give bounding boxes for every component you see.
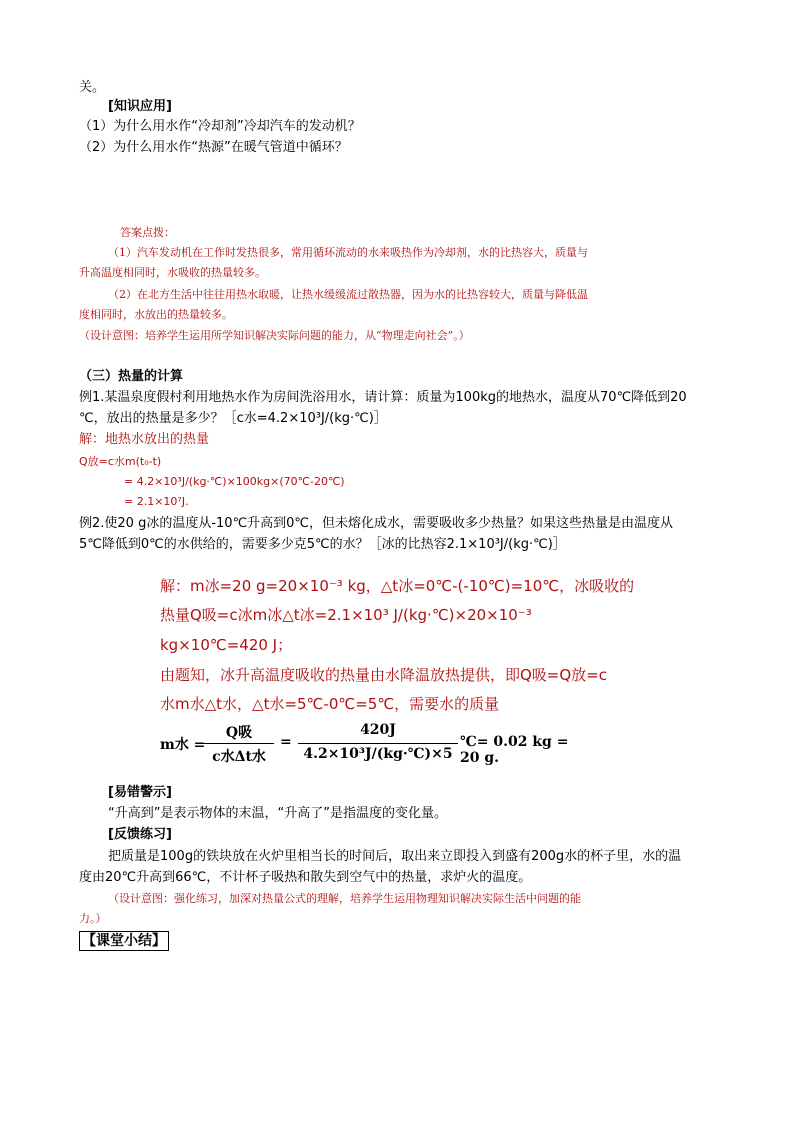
exercise-text: 度由20℃升高到66℃，不计杯子吸热和散失到空气中的热量，求炉火的温度。 bbox=[79, 870, 532, 885]
text-line: 关。 bbox=[79, 80, 106, 95]
design-intent: （设计意图：强化练习，加深对热量公式的理解，培养学生运用物理知识解决实际生活中问题的能 bbox=[108, 892, 581, 905]
solution-formula: Q放=c水m(t₀-t) bbox=[79, 455, 162, 468]
class-summary-heading: 【课堂小结】 bbox=[79, 931, 169, 951]
example-text: 例1.某温泉度假村利用地热水作为房间洗浴用水，请计算：质量为100kg的地热水，温度从70℃降低到20 bbox=[79, 390, 687, 405]
mass-formula bbox=[160, 722, 580, 768]
solution-text: 水m水△t水，△t水=5℃-0℃=5℃，需要水的质量 bbox=[160, 695, 500, 713]
solution-text: 热量Q吸=c冰m冰△t冰=2.1×10³ J/(kg·℃)×20×10⁻³ bbox=[160, 606, 532, 624]
formula-equals: = bbox=[280, 734, 292, 750]
fraction-bar bbox=[204, 743, 274, 744]
answer-text: （1）汽车发动机在工作时发热很多，常用循环流动的水来吸热作为冷却剂，水的比热容大，质量与 bbox=[108, 246, 588, 259]
example-text: 5℃降低到0℃的水供给的，需要多少克5℃的水？［冰的比热容2.1×10³J/(kg·℃)］ bbox=[79, 537, 566, 552]
solution-text: 解：地热水放出的热量 bbox=[79, 432, 210, 447]
solution-text: 解：m冰=20 g=20×10⁻³ kg，△t冰=0℃-(-10℃)=10℃，冰吸收的 bbox=[160, 577, 635, 595]
section-label: [易错警示] bbox=[108, 785, 172, 800]
solution-text: kg×10℃=420 J； bbox=[160, 636, 293, 654]
formula-numerator: Q吸 bbox=[225, 725, 253, 741]
section-label: [知识应用] bbox=[108, 99, 172, 114]
formula-denominator: 4.2×10³J/(kg·℃)×5 bbox=[303, 746, 453, 762]
example-text: 例2.使20 g冰的温度从-10℃升高到0℃，但未熔化成水，需要吸收多少热量？如果这些热量是由温度从 bbox=[79, 516, 674, 531]
formula-numerator: 420J bbox=[360, 722, 396, 738]
solution-formula: = 4.2×10³J/(kg·℃)×100kg×(70℃-20℃) bbox=[124, 475, 345, 488]
formula-lhs: m水 = bbox=[160, 737, 206, 753]
fraction-bar bbox=[298, 743, 458, 744]
section-heading: （三）热量的计算 bbox=[79, 369, 184, 384]
answer-heading: 答案点拨： bbox=[120, 226, 175, 239]
formula-denominator: c水Δt水 bbox=[212, 749, 266, 765]
warning-text: “升高到”是表示物体的末温，“升高了”是指温度的变化量。 bbox=[108, 806, 447, 821]
solution-text: 由题知，冰升高温度吸收的热量由水降温放热提供，即Q吸=Q放=c bbox=[160, 666, 607, 684]
design-intent: （设计意图：培养学生运用所学知识解决实际问题的能力，从“物理走向社会”。） bbox=[79, 329, 470, 342]
question-item: （2）为什么用水作“热源”在暖气管道中循环？ bbox=[79, 140, 348, 155]
question-item: （1）为什么用水作“冷却剂”冷却汽车的发动机？ bbox=[79, 119, 361, 134]
answer-text: （2）在北方生活中往往用热水取暖，让热水缓缓流过散热器，因为水的比热容较大，质量与降低温 bbox=[108, 288, 588, 301]
formula-result: ℃= 0.02 kg = 20 g. bbox=[460, 734, 569, 766]
answer-text: 升高温度相同时，水吸收的热量较多。 bbox=[79, 266, 266, 279]
section-label: [反馈练习] bbox=[108, 827, 172, 842]
design-intent: 力。） bbox=[79, 912, 107, 925]
answer-text: 度相同时，水放出的热量较多。 bbox=[79, 308, 233, 321]
exercise-text: 把质量是100g的铁块放在火炉里相当长的时间后，取出来立即投入到盛有200g水的杯子里，水的温 bbox=[108, 849, 682, 864]
example-text: ℃，放出的热量是多少？［c水=4.2×10³J/(kg·℃)］ bbox=[79, 411, 387, 426]
solution-formula: = 2.1×10⁷J. bbox=[124, 495, 189, 508]
